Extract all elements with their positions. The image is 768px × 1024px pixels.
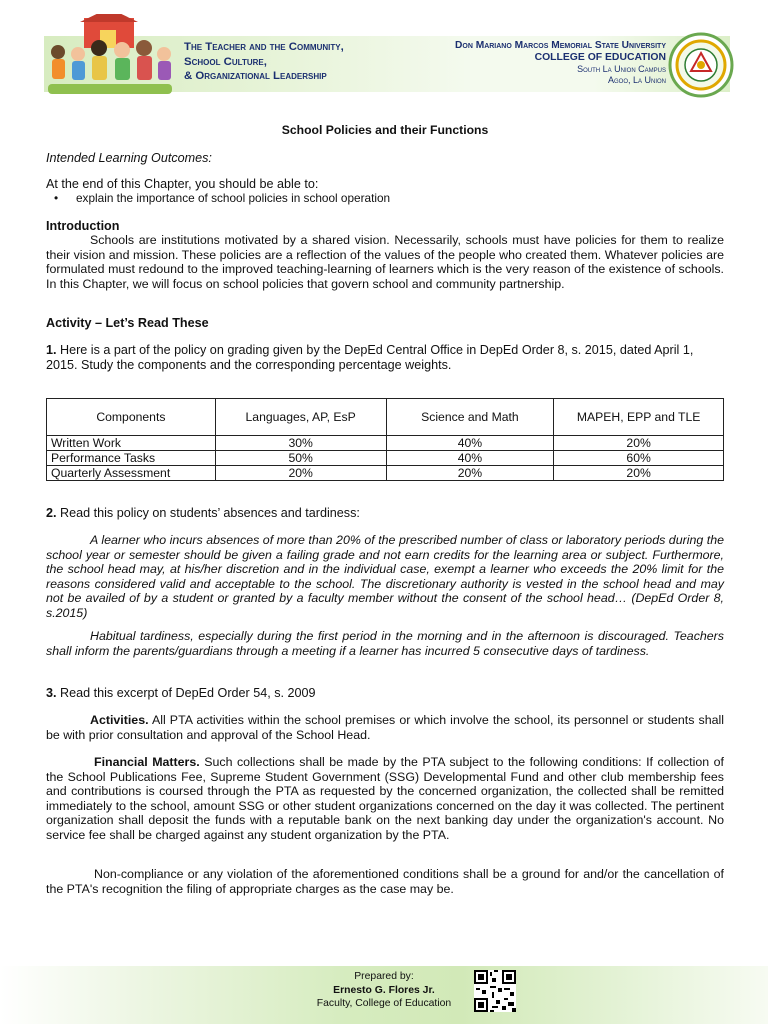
item-1-number: 1. [46, 343, 57, 357]
activities-paragraph [46, 713, 724, 742]
course-title-line-2: School Culture, [184, 55, 267, 68]
table-header-cell: Languages, AP, EsP [215, 399, 386, 436]
table-cell: 30% [215, 436, 386, 451]
table-cell: Written Work [47, 436, 216, 451]
table-cell: 20% [386, 466, 554, 481]
prepared-by-block [0, 970, 768, 1011]
item-3-paragraph [46, 686, 316, 701]
university-name: Don Mariano Marcos Memorial State University [455, 40, 666, 51]
outcome-list-item [54, 191, 390, 206]
preparer-name: Ernesto G. Flores Jr. [333, 984, 435, 996]
course-title [184, 40, 424, 84]
college-name: COLLEGE OF EDUCATION [534, 52, 666, 63]
financial-matters-paragraph [46, 755, 724, 843]
page-title: School Policies and their Functions [281, 123, 489, 137]
end-of-chapter-text: At the end of this Chapter, you should be able to: [46, 177, 319, 191]
campus-name: South La Union Campus [577, 64, 666, 74]
town-name: Agoo, La Union [607, 75, 666, 85]
course-title-line-3: & Organizational Leadership [184, 70, 327, 83]
item-1-paragraph [46, 343, 724, 373]
table-cell: 20% [554, 466, 724, 481]
table-header-cell: Science and Math [386, 399, 554, 436]
prepared-by-label: Prepared by: [354, 971, 414, 982]
absences-policy-quote: A learner who incurs absences of more than 20% of the prescribed number of class or laboratory periods during the school year or semester should be given a failing grade and not earn credits for the learning area or subject. Furthermore, the school head may, at his/her discretion and in the individual case, exempt a learner who exceeds the 20% limit for the reasons considered valid and acceptable to the school. The discretionary authority is vested in the school head and may not be availed of by a student or granted by a faculty member without the consent of the school head… (DepEd Order 8, s.2015) [46, 533, 724, 620]
item-3-text: Read this excerpt of DepEd Order 54, s. 2009 [60, 686, 316, 700]
tardiness-policy-quote: Habitual tardiness, especially during the first period in the morning and in the afternoon is discouraged. Teachers shall inform the parents/guardians through a meeting if a learner has incurred 5 consecutive days of tardiness. [46, 629, 724, 658]
activities-label: Activities. [90, 713, 149, 727]
university-seal-icon [668, 32, 734, 98]
table-row [47, 451, 724, 466]
qr-code-icon [474, 970, 516, 1012]
table-cell: 50% [215, 451, 386, 466]
table-row [47, 436, 724, 451]
children-illustration-icon [44, 14, 176, 96]
preparer-position: Faculty, College of Education [316, 998, 452, 1010]
bullet-icon: • [54, 191, 59, 205]
table-header-cell: Components [47, 399, 216, 436]
introduction-paragraph: Schools are institutions motivated by a shared vision. Necessarily, schools must have policies for them to realize their vision and mission. These policies are a reflection of the values of the people who created them. Whatever policies are formulated must redound to the improved teaching-learning of learners which is the very reason of the existence of schools. In this Chapter, we will focus on school policies that govern school and community partnership. [46, 233, 724, 291]
grading-table [46, 398, 724, 481]
table-cell: 40% [386, 436, 554, 451]
table-cell: 60% [554, 451, 724, 466]
financial-label: Financial Matters. [94, 755, 200, 769]
table-cell: Quarterly Assessment [47, 466, 216, 481]
table-row [47, 466, 724, 481]
course-title-line-1: The Teacher and the Community, [184, 41, 344, 53]
item-2-number: 2. [46, 506, 57, 520]
financial-text: Such collections shall be made by the PTA subject to the following conditions: If collection of the School Publications Fee, Supreme Student Government (SSG) Developmental Fund and other club membership fees and contributions is coursed through the PTA as requested by the concerned organization, the collected shall be remitted immediately to the school, amount SSG or other student organizations concerned on the day it was collected. The pertinent organization shall deposit the funds with a reputable bank on the next banking day under the organization's account. No service fee shall be charged against any student organization by the PTA. [46, 755, 724, 842]
table-header-cell: MAPEH, EPP and TLE [554, 399, 724, 436]
table-cell: Performance Tasks [47, 451, 216, 466]
ilo-heading: Intended Learning Outcomes: [46, 151, 212, 165]
university-block [455, 40, 666, 86]
item-2-text: Read this policy on students’ absences and tardiness: [60, 506, 360, 520]
item-3-number: 3. [46, 686, 57, 700]
activities-text: All PTA activities within the school premises or which involve the school, its personnel or students shall be with prior consultation and approval of the School Head. [46, 713, 724, 742]
table-cell: 20% [215, 466, 386, 481]
item-2-paragraph [46, 506, 360, 521]
noncompliance-paragraph: Non-compliance or any violation of the aforementioned conditions shall be a ground for and/or the cancellation of the PTA's recognition the filing of appropriate charges as the case may be. [46, 867, 724, 896]
outcome-text: explain the importance of school policies in school operation [76, 191, 391, 205]
activity-heading: Activity – Let’s Read These [46, 316, 209, 330]
introduction-heading: Introduction [46, 219, 120, 233]
item-1-text: Here is a part of the policy on grading given by the DepEd Central Office in DepEd Order 8, s. 2015, dated April 1, 2015. Study the components and the corresponding percentage weights. [46, 343, 694, 372]
page-header [44, 36, 730, 92]
table-cell: 20% [554, 436, 724, 451]
table-header-row [47, 399, 724, 436]
table-cell: 40% [386, 451, 554, 466]
